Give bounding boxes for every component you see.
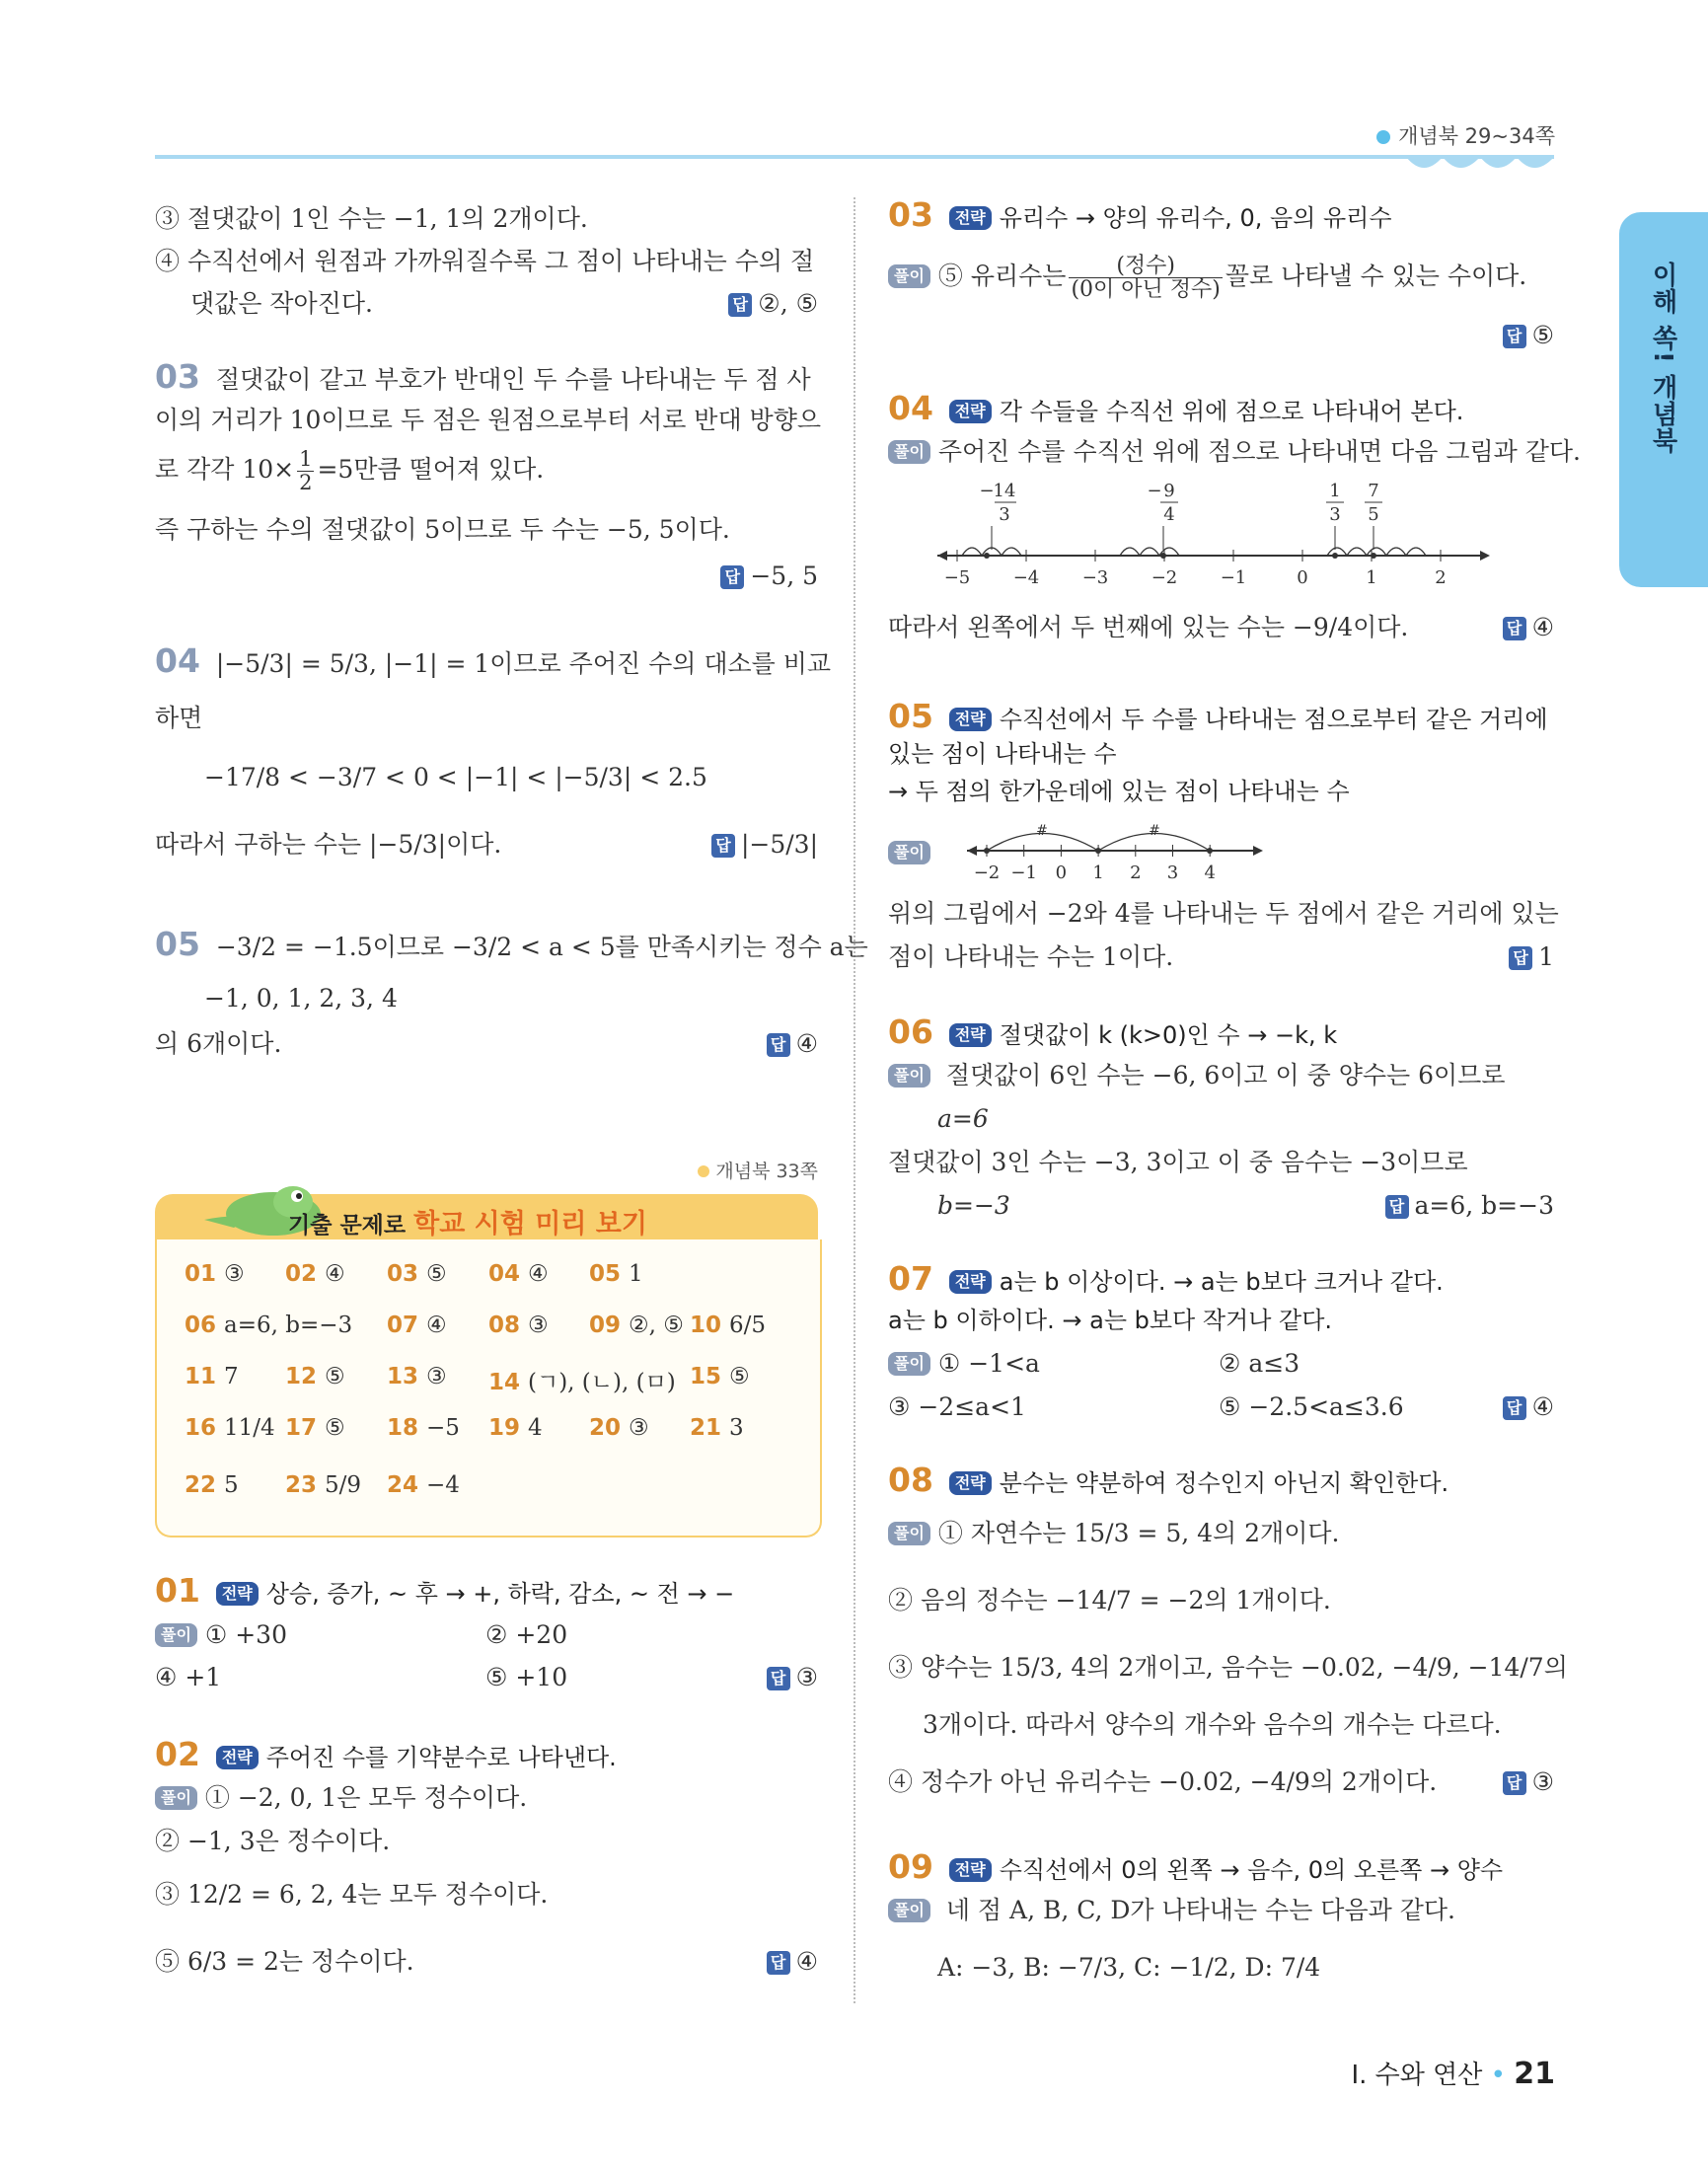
answer-value: ④ [795,1029,818,1058]
text-line: a=6 [937,1104,989,1133]
text-line: 절댓값이 3인 수는 −3, 3이고 이 중 음수는 −3이므로 [888,1148,1468,1176]
text-line: 즉 구하는 수의 절댓값이 5이므로 두 수는 −5, 5이다. [155,515,730,544]
text-line: b=−3 [937,1191,1010,1220]
text-line: 따라서 구하는 수는 |−5/3|이다. [155,830,502,859]
fraction: $\frac{\text{(정수)}}{\text{(0이 아닌 정수)}}$ [1071,254,1221,302]
choice: ① −1<a [937,1349,1040,1378]
mark-label: 14 [993,481,1016,501]
solution-line [155,1776,527,1820]
mark-label: 9 [1163,481,1175,501]
strategy-text: 유리수 → 양의 유리수, 0, 음의 유리수 [999,204,1392,232]
solution-tag-icon: 풀이 [888,1522,930,1545]
problem-number: 04 [155,641,200,680]
text-line: 절댓값이 같고 부호가 반대인 두 수를 나타내는 두 점 사 [215,365,811,394]
answer [1509,936,1554,979]
quiz-answer: 05 1 [589,1261,643,1287]
mark-label: 3 [999,504,1010,525]
choice: ① +30 [204,1620,287,1649]
tick-label: 0 [1297,567,1308,588]
strategy-text: a는 b 이상이다. → a는 b보다 크거나 같다. [999,1268,1444,1296]
mark-label: 4 [1163,504,1175,525]
text-line: 네 점 A, B, C, D가 나타내는 수는 다음과 같다. [945,1896,1455,1924]
strategy-text: 있는 점이 나타내는 수 [888,740,1117,768]
text-line: |−5/3| = 5/3, |−1| = 1이므로 주어진 수의 대소를 비교 [215,649,832,678]
strategy-text: 수직선에서 두 수를 나타내는 점으로부터 같은 거리에 [999,706,1548,733]
tick-label: 3 [1166,863,1179,883]
solution-line [888,255,1526,301]
choice: ④ +1 [155,1663,222,1691]
strategy-text: → 두 점의 한가운데에 있는 점이 나타내는 수 [888,778,1350,805]
problem-number: 04 [888,389,933,427]
solution-tag-icon: 풀이 [155,1786,197,1810]
quiz-answer: 20 ③ [589,1415,649,1441]
problem-number: 05 [155,925,200,963]
problem-number: 05 [888,697,933,735]
quiz-answer: 15 ⑤ [690,1364,750,1389]
problem-07 [888,1257,1444,1304]
problem-03 [888,193,1392,240]
answer-icon: 답 [728,293,752,317]
svg-text:#: # [1036,823,1048,839]
svg-text:#: # [1149,823,1160,839]
text-line: 주어진 수를 수직선 위에 점으로 나타내면 다음 그림과 같다. [937,437,1581,466]
strategy-tag-icon: 전략 [949,708,992,731]
quiz-answer: 19 4 [488,1415,543,1441]
strategy-tag-icon: 전략 [949,1270,992,1294]
column-divider [854,197,855,2003]
answer [1385,1184,1554,1228]
solution-tag-icon: 풀이 [888,440,930,464]
tick-label: 2 [1435,567,1447,588]
answer-icon: 답 [1503,325,1526,348]
solution-line [888,1889,1455,1932]
answer-icon: 답 [1509,946,1532,970]
answer-icon: 답 [1503,617,1526,640]
text-line: ② 음의 정수는 −14/7 = −2의 1개이다. [888,1586,1331,1614]
strategy-tag-icon: 전략 [949,1858,992,1882]
side-tab[interactable] [1619,212,1708,587]
answer-value: ②, ⑤ [758,289,818,318]
solution-line [888,430,1581,474]
answer-icon: 답 [720,565,744,589]
strategy-text: a는 b 이하이다. → a는 b보다 작거나 같다. [888,1307,1333,1334]
arrow-right-icon [1253,846,1263,856]
quiz-answer: 07 ④ [387,1313,447,1338]
text-line: ⑤ 6/3 = 2는 정수이다. [155,1947,414,1976]
choice: ② +20 [485,1620,568,1649]
tick-label: −4 [1012,567,1040,588]
box-title-part: 기출 문제로 [288,1213,414,1238]
tick-label: −1 [1010,863,1037,883]
answer-value: ③ [1531,1767,1554,1796]
quiz-answer: 01 ③ [185,1261,245,1287]
mark-label: 3 [1329,504,1341,525]
solution-tag-icon: 풀이 [888,841,930,864]
problem-09 [888,1845,1503,1892]
problem-01 [155,1569,734,1615]
solution-line [888,1054,1505,1097]
answer-icon: 답 [767,1951,790,1975]
strategy-text: 분수는 약분하여 정수인지 아닌지 확인한다. [999,1469,1449,1497]
solution-line [888,831,930,874]
text-line: 3개이다. 따라서 양수의 개수와 음수의 개수는 다르다. [923,1710,1502,1739]
problem-number: 03 [888,195,933,234]
strategy-tag-icon: 전략 [216,1582,259,1606]
answer [1503,1761,1554,1804]
text-line: 절댓값이 6인 수는 −6, 6이고 이 중 양수는 6이므로 [945,1061,1506,1089]
quiz-answer: 11 7 [185,1364,239,1389]
strategy-text: 주어진 수를 기약분수로 나타낸다. [265,1744,617,1771]
right-column [888,0,1581,2072]
tick-label: 2 [1130,863,1142,883]
answer-icon: 답 [767,1667,790,1690]
text-line: ② −1, 3은 정수이다. [155,1827,391,1855]
fraction: $\frac{1}{2}$ [299,447,313,494]
quiz-answer: 02 ④ [285,1261,345,1287]
quiz-answer: 13 ③ [387,1364,447,1389]
arrow-right-icon [1480,551,1490,561]
choice: ⑤ −2.5<a≤3.6 [1219,1392,1404,1421]
text-line: ③ 양수는 15/3, 4의 2개이고, 음수는 −0.02, −4/9, −14/7의 [888,1653,1568,1682]
text-part: 꼴로 나타낼 수 있는 수이다. [1225,262,1527,290]
answer-value: ④ [1531,613,1554,641]
quiz-answer: 09 ②, ⑤ [589,1313,684,1338]
tick-label: −2 [1151,567,1178,588]
text-line: ③ 12/2 = 6, 2, 4는 모두 정수이다. [155,1880,549,1909]
quiz-answer: 10 6/5 [690,1313,767,1338]
answer-icon: 답 [767,1033,790,1057]
answer-icon: 답 [1503,1771,1526,1795]
mark-label: 1 [1329,481,1341,501]
text-part: ⑤ 유리수는 [937,262,1067,290]
quiz-answer: 21 3 [690,1415,744,1441]
solution-tag-icon: 풀이 [888,264,930,288]
answer-value: a=6, b=−3 [1414,1191,1554,1220]
quiz-answer: 14 (ㄱ), (ㄴ), (ㅁ) [488,1370,676,1395]
strategy-text: 상승, 증가, ~ 후 → +, 하락, 감소, ~ 전 → − [265,1580,735,1608]
solution-tag-icon: 풀이 [155,1623,197,1647]
mark-label: 5 [1368,504,1379,525]
answer-icon: 답 [1385,1195,1409,1219]
number-line-diagram [967,811,1263,884]
text-line: ④ 수직선에서 원점과 가까워질수록 그 점이 나타내는 수의 절 [155,247,815,275]
quiz-answer: 23 5/9 [285,1472,362,1498]
quiz-answer: 12 ⑤ [285,1364,345,1389]
quiz-answer: 17 ⑤ [285,1415,345,1441]
tick-label: −2 [973,863,1001,883]
mark-label: − [979,481,995,501]
solution-line [888,1512,1339,1555]
text-line: A: −3, B: −7/3, C: −1/2, D: 7/4 [937,1953,1321,1982]
arrow-left-icon [937,551,947,561]
problem-number: 09 [888,1847,933,1886]
quiz-answer: 06 a=6, b=−3 [185,1313,353,1338]
quiz-answer: 16 11/4 [185,1415,275,1441]
tick-label: 1 [1366,567,1377,588]
problem-08 [888,1459,1448,1505]
side-tab-label: 이해 쏙! 개념북 [1648,262,1677,454]
problem-02 [155,1733,617,1779]
quiz-answer: 08 ③ [488,1313,549,1338]
mark-label: − [1147,481,1162,501]
strategy-tag-icon: 전략 [216,1746,259,1769]
strategy-text: 절댓값이 k (k>0)인 수 → −k, k [999,1021,1338,1049]
answer-icon: 답 [1503,1396,1526,1420]
strategy-tag-icon: 전략 [949,206,992,230]
answer [767,1656,818,1699]
solution-line [888,1342,1040,1386]
quiz-answer: 03 ⑤ [387,1261,447,1287]
mark-label: 7 [1368,481,1379,501]
answer-value: |−5/3| [740,830,818,859]
choice: ③ −2≤a<1 [888,1392,1026,1421]
choice: ⑤ +10 [485,1663,568,1691]
tick-label: −5 [943,567,971,588]
text-line: ③ 절댓값이 1인 수는 −1, 1의 2개이다. [155,204,588,233]
text-line: 댓값은 작아진다. [190,289,373,318]
choice: ② a≤3 [1219,1349,1300,1378]
box-reference-text: 개념북 33쪽 [715,1161,818,1182]
text-line: ① −2, 0, 1은 모두 정수이다. [204,1783,528,1812]
text-line: 하면 [155,704,203,732]
page-number: 21 [1514,2057,1555,2091]
tick-label: 0 [1055,863,1068,883]
arrow-left-icon [967,846,977,856]
quiz-answer: 04 ④ [488,1261,549,1287]
page-footer: Ⅰ. 수와 연산 • 21 [1351,2057,1555,2091]
number-line-diagram [937,479,1490,589]
problem-number: 06 [888,1013,933,1051]
answer-value: 1 [1538,942,1554,971]
quiz-answer: 18 −5 [387,1415,460,1441]
text-line: 따라서 왼쪽에서 두 번째에 있는 수는 −9/4이다. [888,613,1409,641]
chapter-label: Ⅰ. 수와 연산 [1351,2061,1483,2090]
text-line: 위의 그림에서 −2와 4를 나타내는 두 점에서 같은 거리에 있는 [888,899,1559,928]
text-part: 로 각각 10× [155,455,295,484]
strategy-tag-icon: 전략 [949,1471,992,1495]
problem-06 [888,1011,1337,1057]
answer [1503,1386,1554,1429]
answer-value: ④ [795,1947,818,1976]
problem-number: 03 [155,357,200,396]
strategy-text: 수직선에서 0의 왼쪽 → 음수, 0의 오른쪽 → 양수 [999,1856,1504,1884]
problem-number: 07 [888,1259,933,1298]
box-title-highlight: 학교 시험 미리 보기 [413,1209,647,1239]
text-line: −3/2 = −1.5이므로 −3/2 < a < 5를 만족시키는 정수 a는 [215,933,868,961]
tick-label: 1 [1092,863,1104,883]
solution-tag-icon: 풀이 [888,1352,930,1376]
left-column-lower [155,0,818,2072]
strategy-tag-icon: 전략 [949,400,992,423]
text-line: 의 6개이다. [155,1029,282,1058]
problem-number: 08 [888,1461,933,1499]
inequality: −17/8 < −3/7 < 0 < |−1| < |−5/3| < 2.5 [204,763,707,791]
solution-tag-icon: 풀이 [888,1064,930,1088]
text-line: ① 자연수는 15/3 = 5, 4의 2개이다. [937,1519,1340,1547]
text-line: 이의 거리가 10이므로 두 점은 원점으로부터 서로 반대 방향으 [155,406,821,434]
answer-icon: 답 [711,834,735,858]
quiz-answer: 24 −4 [387,1472,460,1498]
answer [1503,606,1554,649]
answer-value: −5, 5 [750,562,818,590]
problem-number: 02 [155,1735,200,1773]
strategy-tag-icon: 전략 [949,1023,992,1047]
solution-tag-icon: 풀이 [888,1899,930,1922]
tick-label: −3 [1081,567,1109,588]
answer [767,1940,818,1984]
text-line: −1, 0, 1, 2, 3, 4 [204,984,398,1013]
tick-label: 4 [1204,863,1216,883]
quiz-answer: 22 5 [185,1472,239,1498]
page-reference-text: 개념북 29~34쪽 [1398,124,1555,148]
strategy-text: 각 수들을 수직선 위에 점으로 나타내어 본다. [999,398,1464,425]
text-part: =5만큼 떨어져 있다. [317,455,545,484]
problem-number: 01 [155,1571,200,1610]
answer-value: ⑤ [1531,321,1554,349]
text-line: 점이 나타내는 수는 1이다. [888,942,1174,971]
answer-value: ④ [1531,1392,1554,1421]
answer-value: ③ [795,1663,818,1691]
answer [1503,314,1554,357]
problem-04 [888,387,1463,433]
text-line: ④ 정수가 아닌 유리수는 −0.02, −4/9의 2개이다. [888,1767,1438,1796]
solution-line [155,1613,287,1657]
tick-label: −1 [1220,567,1247,588]
